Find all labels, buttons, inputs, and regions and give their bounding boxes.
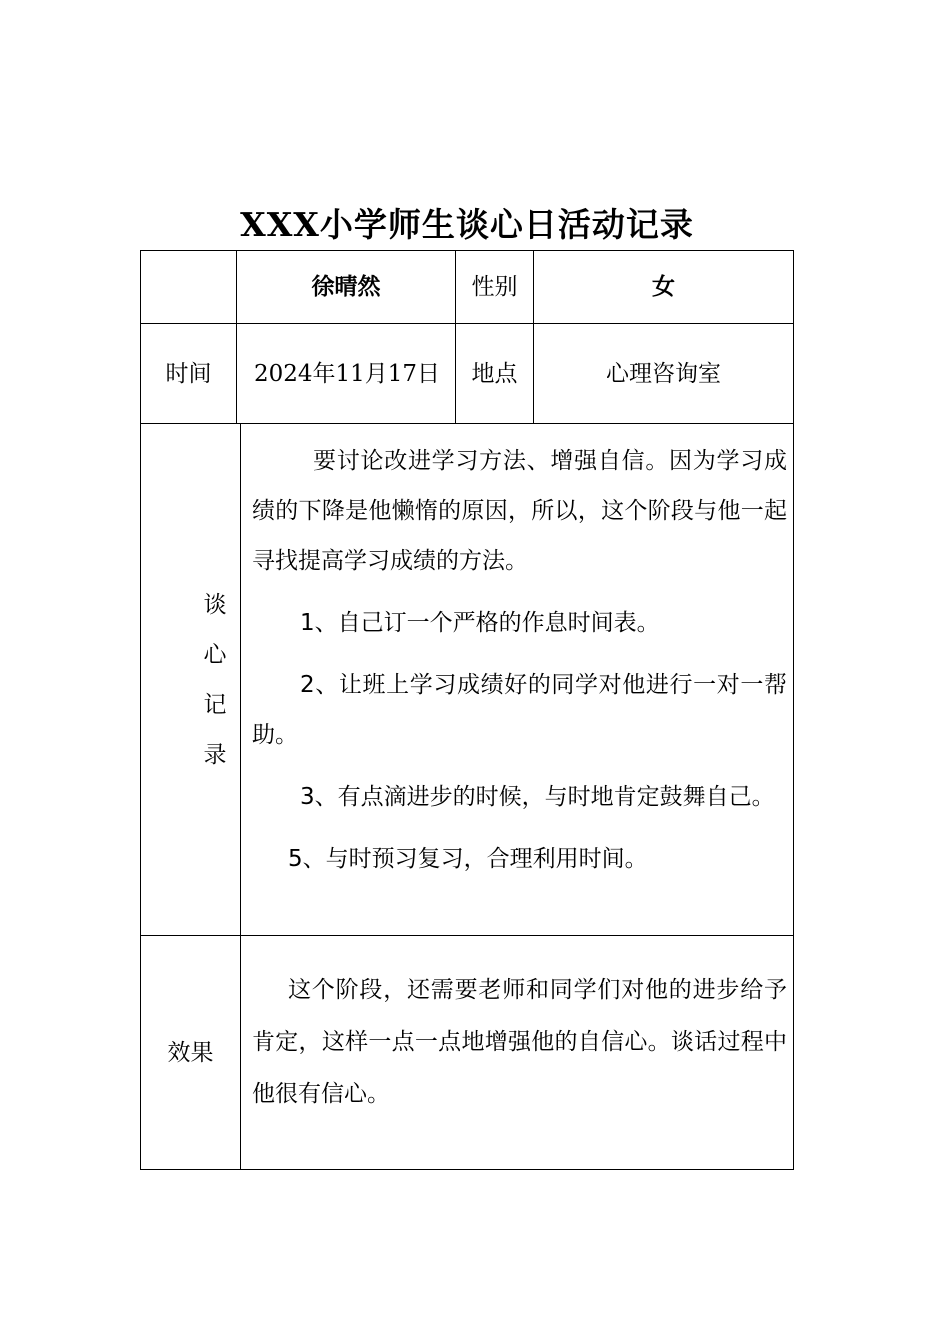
time-label: 时间	[165, 360, 212, 387]
table-border-right	[793, 250, 794, 1170]
record-item: 2、让班上学习成绩好的同学对他进行一对一帮助。	[252, 672, 787, 748]
record-item: 5、与时预习复习，合理利用时间。	[288, 846, 648, 872]
row-divider	[140, 423, 794, 424]
effect-content: 这个阶段，还需要老师和同学们对他的进步给予肯定，这样一点一点地增强他的自信心。谈话过程中他很有信心。	[252, 977, 787, 1107]
place-value: 心理咨询室	[606, 360, 721, 387]
record-intro: 要讨论改进学习方法、增强自信。因为学习成绩的下降是他懒惰的原因，所以，这个阶段与他一起寻找提高学习成绩的方法。	[252, 448, 787, 574]
page-title: XXX小学师生谈心日活动记录	[240, 205, 694, 244]
record-item: 1、自己订一个严格的作息时间表。	[300, 610, 660, 636]
record-label	[198, 580, 232, 780]
time-value: 2024年11月17日	[253, 360, 441, 387]
record-label-char: 心	[203, 642, 227, 668]
gender-value: 女	[652, 274, 675, 300]
record-label-char: 记	[203, 692, 227, 718]
student-name: 徐晴然	[311, 274, 381, 300]
column-divider	[240, 423, 241, 1170]
place-label: 地点	[471, 360, 518, 387]
record-label-char: 录	[203, 742, 227, 768]
name-label-cell	[141, 251, 236, 323]
table-border-bottom	[140, 1169, 794, 1170]
record-label-char: 谈	[203, 592, 227, 618]
gender-label: 性别	[471, 274, 518, 300]
record-content	[252, 436, 787, 896]
record-item: 3、有点滴进步的时候，与时地肯定鼓舞自己。	[300, 784, 775, 810]
effect-label: 效果	[167, 1039, 214, 1066]
